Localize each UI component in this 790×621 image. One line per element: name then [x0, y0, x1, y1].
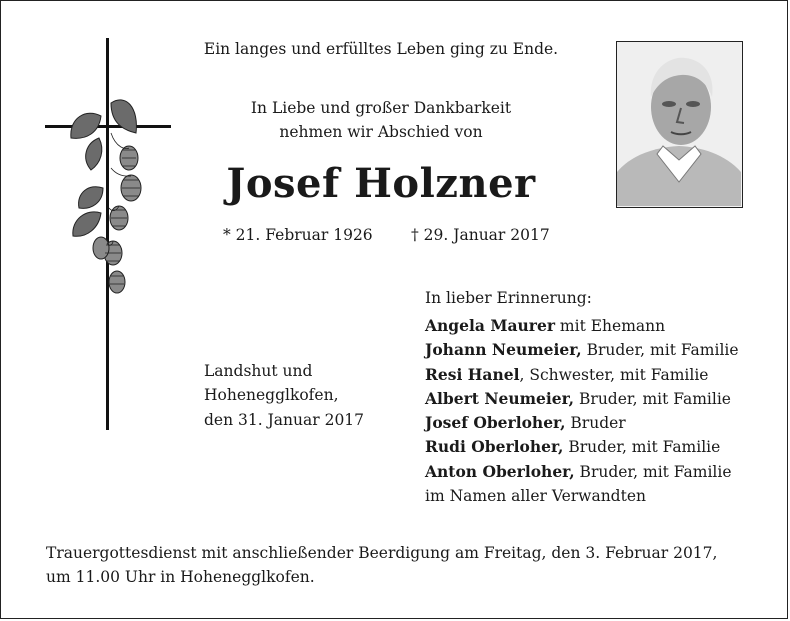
mourner-item — [425, 363, 739, 387]
thanks-line: nehmen wir Abschied von — [279, 123, 483, 141]
remembrance-heading: In lieber Erinnerung: — [425, 289, 592, 307]
mourner-relation: Bruder, mit Familie — [574, 462, 732, 481]
mourner-relation: , Schwester, mit Familie — [519, 365, 709, 384]
mourner-relation: Bruder, mit Familie — [563, 438, 721, 457]
mourner-item — [425, 411, 739, 435]
mourner-item — [425, 338, 739, 362]
mourner-relation: Bruder — [565, 414, 626, 433]
mourner-item — [425, 484, 739, 508]
service-info — [46, 541, 717, 589]
mourner-relation: Bruder, mit Familie — [574, 389, 731, 408]
thanks-line: In Liebe und großer Dankbarkeit — [250, 99, 512, 117]
mourner-item — [425, 387, 739, 411]
mourner-name: Johann Neumeier, — [425, 340, 582, 360]
mourner-name: Josef Oberloher, — [425, 413, 566, 433]
birth-date: * 21. Februar 1926 — [223, 226, 373, 244]
place-line: Hohenegglkofen, — [204, 386, 339, 405]
intro-line: Ein langes und erfülltes Leben ging zu Ende. — [203, 40, 559, 58]
mourner-item — [425, 435, 739, 459]
portrait-photo — [616, 41, 743, 208]
mourner-name: Anton Oberloher, — [425, 461, 575, 481]
deceased-name: Josef Holzner — [226, 160, 536, 207]
portrait-image — [617, 42, 741, 206]
mourner-item — [425, 460, 739, 484]
mourner-relation: mit Ehemann — [555, 317, 666, 335]
mourner-item — [425, 314, 739, 338]
service-line: um 11.00 Uhr in Hohenegglkofen. — [46, 568, 315, 586]
thanks-text — [151, 96, 611, 144]
mourner-name: Rudi Oberloher, — [425, 437, 564, 457]
mourner-name: Angela Maurer — [425, 316, 555, 335]
date-line: den 31. Januar 2017 — [204, 410, 365, 429]
place-line: Landshut und — [204, 362, 313, 380]
place-date-block — [204, 359, 364, 432]
service-line: Trauergottesdienst mit anschließender Beerdigung am Freitag, den 3. Februar 2017, — [46, 544, 718, 562]
mourner-name: Albert Neumeier, — [425, 388, 575, 408]
mourner-relation: Bruder, mit Familie — [581, 341, 739, 360]
death-date: † 29. Januar 2017 — [411, 226, 550, 244]
mourner-relation: im Namen aller Verwandten — [425, 487, 646, 506]
mourners-list — [425, 314, 739, 508]
mourner-name: Resi Hanel — [425, 364, 520, 384]
